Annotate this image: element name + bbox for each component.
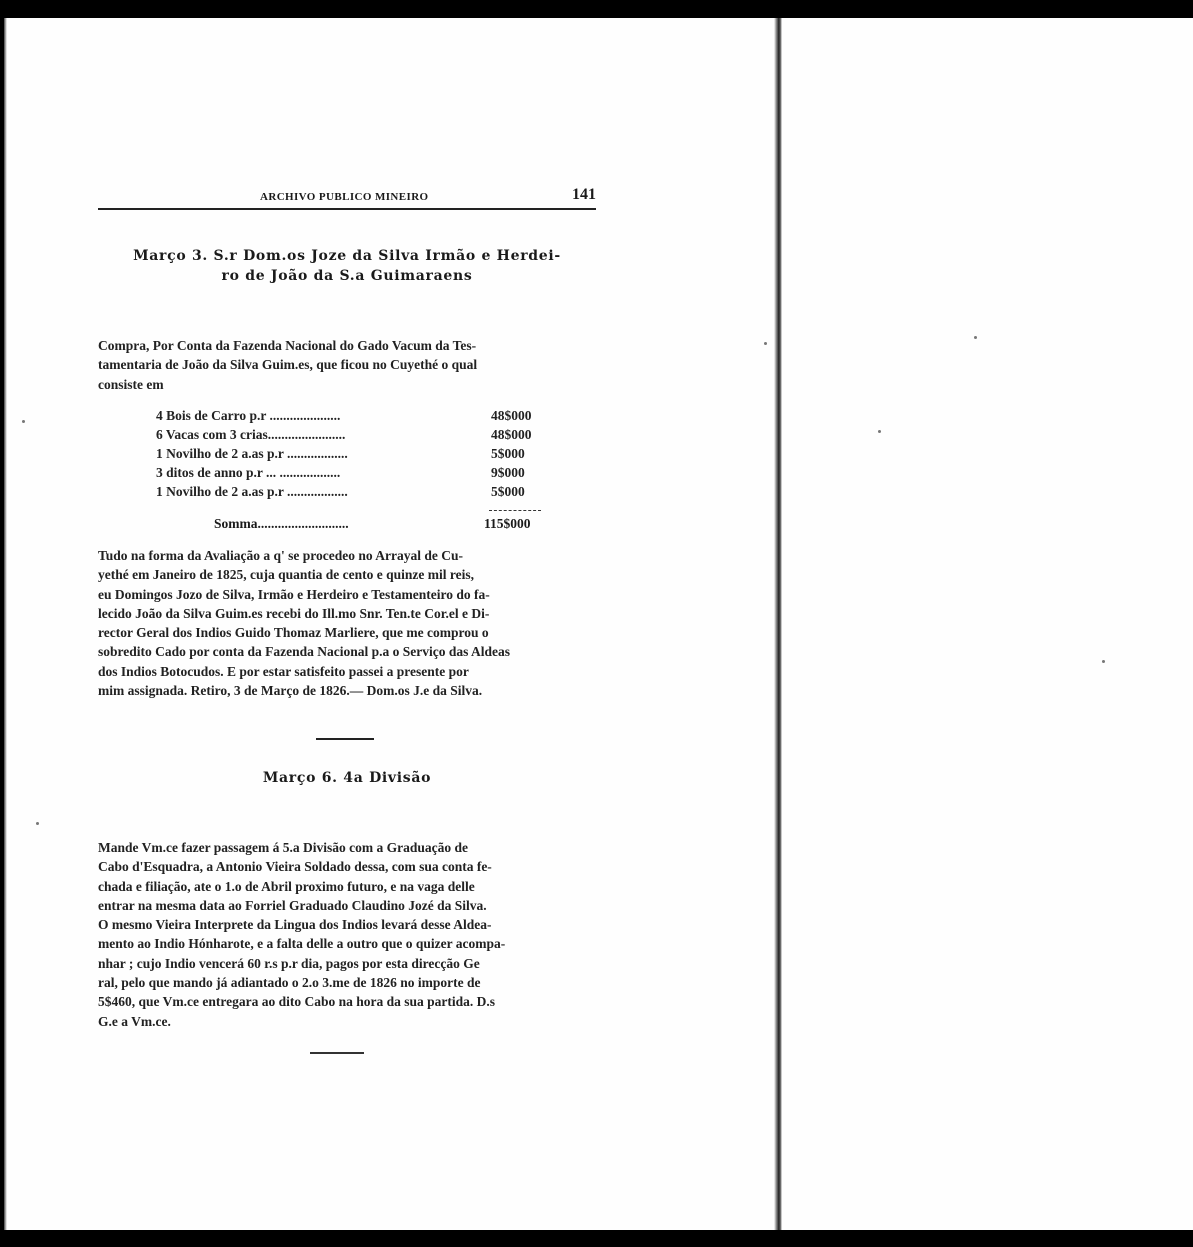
order-paragraph <box>98 838 598 1031</box>
list-item <box>156 408 546 427</box>
total-row <box>214 516 554 535</box>
entry-heading-marco-6: Março 6. 4a Divisão <box>262 770 432 786</box>
text-line: eu Domingos Jozo de Silva, Irmão e Herdeiro e Testamenteiro do fa- <box>98 586 490 602</box>
heading-line: ro de João da S.a Guimaraens <box>221 268 473 284</box>
page-number: 141 <box>572 186 596 203</box>
speck-mark <box>36 822 39 825</box>
purchase-intro-paragraph <box>98 336 598 394</box>
item-description: 1 Novilho de 2 a.as p.r .................. <box>156 446 348 461</box>
text-line: Mande Vm.ce fazer passagem á 5.a Divisão com a Graduação de <box>98 840 468 855</box>
text-line: chada e filiação, ate o 1.o de Abril proximo futuro, e na vaga delle <box>98 878 475 894</box>
text-line: ral, pelo que mando já adiantado o 2.o 3.me de 1826 no importe de <box>98 975 481 991</box>
item-value: 5$000 <box>491 484 525 499</box>
text-line: tamentaria de João da Silva Guim.es, que ficou no Cuyethé o qual <box>98 357 478 373</box>
item-value: 48$000 <box>491 408 532 423</box>
book-gutter <box>774 18 782 1230</box>
speck-mark <box>878 430 881 433</box>
text-line: mim assignada. Retiro, 3 de Março de 1826.— Dom.os J.e da Silva. <box>98 683 483 699</box>
list-item <box>156 484 546 503</box>
item-description: 1 Novilho de 2 a.as p.r .................. <box>156 484 348 499</box>
total-label: Somma........................... <box>214 516 349 531</box>
text-line: dos Indios Botocudos. E por estar satisfeito passei a presente por <box>98 663 469 679</box>
text-line: Cabo d'Esquadra, a Antonio Vieira Soldado dessa, com sua conta fe- <box>98 859 492 875</box>
book-spread <box>4 18 1193 1230</box>
list-item <box>156 427 546 446</box>
sum-rule <box>489 510 541 511</box>
text-line: 5$460, que Vm.ce entregara ao dito Cabo na hora da sua partida. D.s <box>98 994 496 1010</box>
total-value: 115$000 <box>484 516 531 531</box>
list-item <box>156 465 546 484</box>
receipt-paragraph <box>98 546 598 700</box>
text-line: consiste em <box>98 376 164 392</box>
text-line: G.e a Vm.ce. <box>98 1013 171 1029</box>
text-line: entrar na mesma data ao Forriel Graduado Claudino Jozé da Silva. <box>98 897 487 913</box>
item-value: 5$000 <box>491 446 525 461</box>
speck-mark <box>974 336 977 339</box>
text-line: yethé em Janeiro de 1825, cuja quantia de cento e quinze mil reis, <box>98 567 474 583</box>
speck-mark <box>764 342 767 345</box>
item-value: 48$000 <box>491 427 532 442</box>
text-line: O mesmo Vieira Interprete da Lingua dos Indios levará desse Aldea- <box>98 917 492 933</box>
speck-mark <box>1102 660 1105 663</box>
text-line: mento ao Indio Hónharote, e a falta delle a outro que o quizer acompa- <box>98 936 506 952</box>
header-title: ARCHIVO PUBLICO MINEIRO <box>260 191 429 203</box>
heading-line: Março 3. S.r Dom.os Joze da Silva Irmão e Herdei- <box>133 248 561 264</box>
section-divider <box>310 1052 364 1054</box>
text-line: sobredito Cado por conta da Fazenda Nacional p.a o Serviço das Aldeas <box>98 644 511 660</box>
section-divider <box>316 738 374 740</box>
cattle-list <box>156 408 546 503</box>
text-line: lecido João da Silva Guim.es recebi do Ill.mo Snr. Ten.te Cor.el e Di- <box>98 605 490 621</box>
item-value: 9$000 <box>491 465 525 480</box>
page-left-edge <box>4 18 7 1230</box>
text-line: Compra, Por Conta da Fazenda Nacional do Gado Vacum da Tes- <box>98 338 477 353</box>
text-line: Tudo na forma da Avaliação a q' se procedeo no Arrayal de Cu- <box>98 548 464 563</box>
speck-mark <box>22 420 25 423</box>
entry-heading-marco-3 <box>84 246 610 286</box>
item-description: 3 ditos de anno p.r ... .................. <box>156 465 341 480</box>
list-item <box>156 446 546 465</box>
item-description: 6 Vacas com 3 crias....................... <box>156 427 346 442</box>
text-line: nhar ; cujo Indio vencerá 60 r.s p.r dia, pagos por esta direcção Ge <box>98 955 480 971</box>
running-header <box>98 186 596 210</box>
text-line: rector Geral dos Indios Guido Thomaz Marliere, que me comprou o <box>98 625 489 641</box>
item-description: 4 Bois de Carro p.r ..................... <box>156 408 341 423</box>
